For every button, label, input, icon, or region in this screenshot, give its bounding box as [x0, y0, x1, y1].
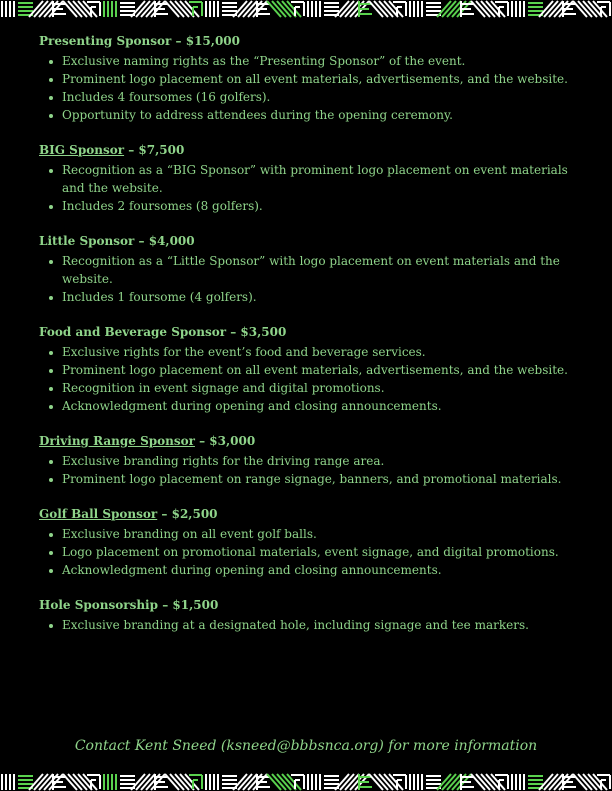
sponsor-heading	[39, 506, 584, 523]
pattern-tile	[426, 3, 441, 15]
benefit-item: Logo placement on promotional materials, event signage, and digital promotions.	[39, 543, 584, 561]
pattern-tile	[308, 774, 320, 790]
pattern-tile	[2, 774, 14, 790]
heading-separator: –	[226, 325, 241, 339]
sponsor-price: $4,000	[148, 234, 195, 248]
sponsor-section	[39, 233, 584, 306]
sponsor-name: Driving Range Sponsor	[39, 434, 195, 448]
heading-separator: –	[134, 234, 149, 248]
sponsor-heading	[39, 597, 584, 614]
benefit-list	[39, 161, 584, 215]
pattern-tile	[308, 1, 320, 17]
benefit-item: Prominent logo placement on range signage, banners, and promotional materials.	[39, 470, 584, 488]
benefit-list	[39, 452, 584, 488]
sponsor-section	[39, 142, 584, 215]
sponsor-price: $2,500	[171, 507, 218, 521]
sponsor-section	[39, 597, 584, 634]
heading-separator: –	[157, 507, 172, 521]
sponsor-name: Food and Beverage Sponsor	[39, 325, 227, 339]
sponsor-name: BIG Sponsor	[39, 143, 125, 157]
benefit-item: Includes 1 foursome (4 golfers).	[39, 288, 584, 306]
benefit-item: Exclusive branding on all event golf balls.	[39, 525, 584, 543]
pattern-tile	[222, 776, 237, 788]
pattern-tile	[2, 1, 14, 17]
pattern-tile	[206, 774, 218, 790]
pattern-tile	[528, 3, 543, 15]
sponsor-price: $3,500	[240, 325, 287, 339]
sponsor-price: $7,500	[138, 143, 185, 157]
benefit-item: Exclusive rights for the event’s food and beverage services.	[39, 343, 584, 361]
heading-separator: –	[124, 143, 139, 157]
benefit-item: Recognition in event signage and digital promotions.	[39, 379, 584, 397]
benefit-list	[39, 525, 584, 579]
sponsor-section	[39, 506, 584, 579]
sponsor-name: Presenting Sponsor	[39, 34, 172, 48]
sponsor-section	[39, 324, 584, 415]
benefit-item: Prominent logo placement on all event materials, advertisements, and the website.	[39, 70, 584, 88]
sponsor-name: Golf Ball Sponsor	[39, 507, 158, 521]
pattern-tile	[120, 776, 135, 788]
pattern-tile	[104, 1, 116, 17]
pattern-tile	[324, 776, 339, 788]
benefit-item: Includes 2 foursomes (8 golfers).	[39, 197, 584, 215]
benefit-item: Recognition as a “BIG Sponsor” with prominent logo placement on event materials and the website.	[39, 161, 584, 197]
heading-separator: –	[171, 34, 186, 48]
benefit-item: Acknowledgment during opening and closing announcements.	[39, 397, 584, 415]
pattern-tile	[410, 1, 422, 17]
benefit-item: Exclusive naming rights as the “Presenting Sponsor” of the event.	[39, 52, 584, 70]
pattern-tile	[18, 3, 33, 15]
benefit-item: Opportunity to address attendees during the opening ceremony.	[39, 106, 584, 124]
benefit-list	[39, 343, 584, 415]
pattern-tile	[324, 3, 339, 15]
sponsor-section	[39, 33, 584, 124]
sponsor-name: Hole Sponsorship	[39, 598, 159, 612]
pattern-tile	[426, 776, 441, 788]
contact-footer: Contact Kent Sneed (ksneed@bbbsnca.org) for more information	[74, 738, 538, 754]
pattern-tile	[528, 776, 543, 788]
pattern-tile	[222, 3, 237, 15]
pattern-tile	[410, 774, 422, 790]
pattern-tile	[120, 3, 135, 15]
pattern-svg	[0, 773, 612, 791]
pattern-tile	[18, 776, 33, 788]
benefit-item: Recognition as a “Little Sponsor” with logo placement on event materials and the website.	[39, 252, 584, 288]
sponsor-heading	[39, 324, 584, 341]
pattern-tile	[206, 1, 218, 17]
sponsor-section	[39, 433, 584, 488]
benefit-item: Exclusive branding at a designated hole, including signage and tee markers.	[39, 616, 584, 634]
pattern-svg	[0, 0, 612, 18]
pattern-tile	[104, 774, 116, 790]
sponsor-heading	[39, 433, 584, 450]
benefit-list	[39, 616, 584, 634]
benefit-list	[39, 52, 584, 124]
bottom-pattern-border	[0, 773, 612, 791]
sponsor-heading	[39, 142, 584, 159]
sponsor-heading	[39, 33, 584, 50]
pattern-tile	[512, 774, 524, 790]
benefit-item: Acknowledgment during opening and closing announcements.	[39, 561, 584, 579]
sponsorship-list	[39, 33, 584, 652]
benefit-list	[39, 252, 584, 306]
top-pattern-border	[0, 0, 612, 18]
heading-separator: –	[194, 434, 210, 448]
sponsor-price: $1,500	[172, 598, 219, 612]
sponsor-heading	[39, 233, 584, 250]
sponsor-price: $15,000	[185, 34, 240, 48]
sponsor-name: Little Sponsor	[39, 234, 135, 248]
benefit-item: Includes 4 foursomes (16 golfers).	[39, 88, 584, 106]
pattern-tile	[512, 1, 524, 17]
sponsor-price: $3,000	[209, 434, 256, 448]
benefit-item: Exclusive branding rights for the driving range area.	[39, 452, 584, 470]
heading-separator: –	[158, 598, 173, 612]
benefit-item: Prominent logo placement on all event materials, advertisements, and the website.	[39, 361, 584, 379]
